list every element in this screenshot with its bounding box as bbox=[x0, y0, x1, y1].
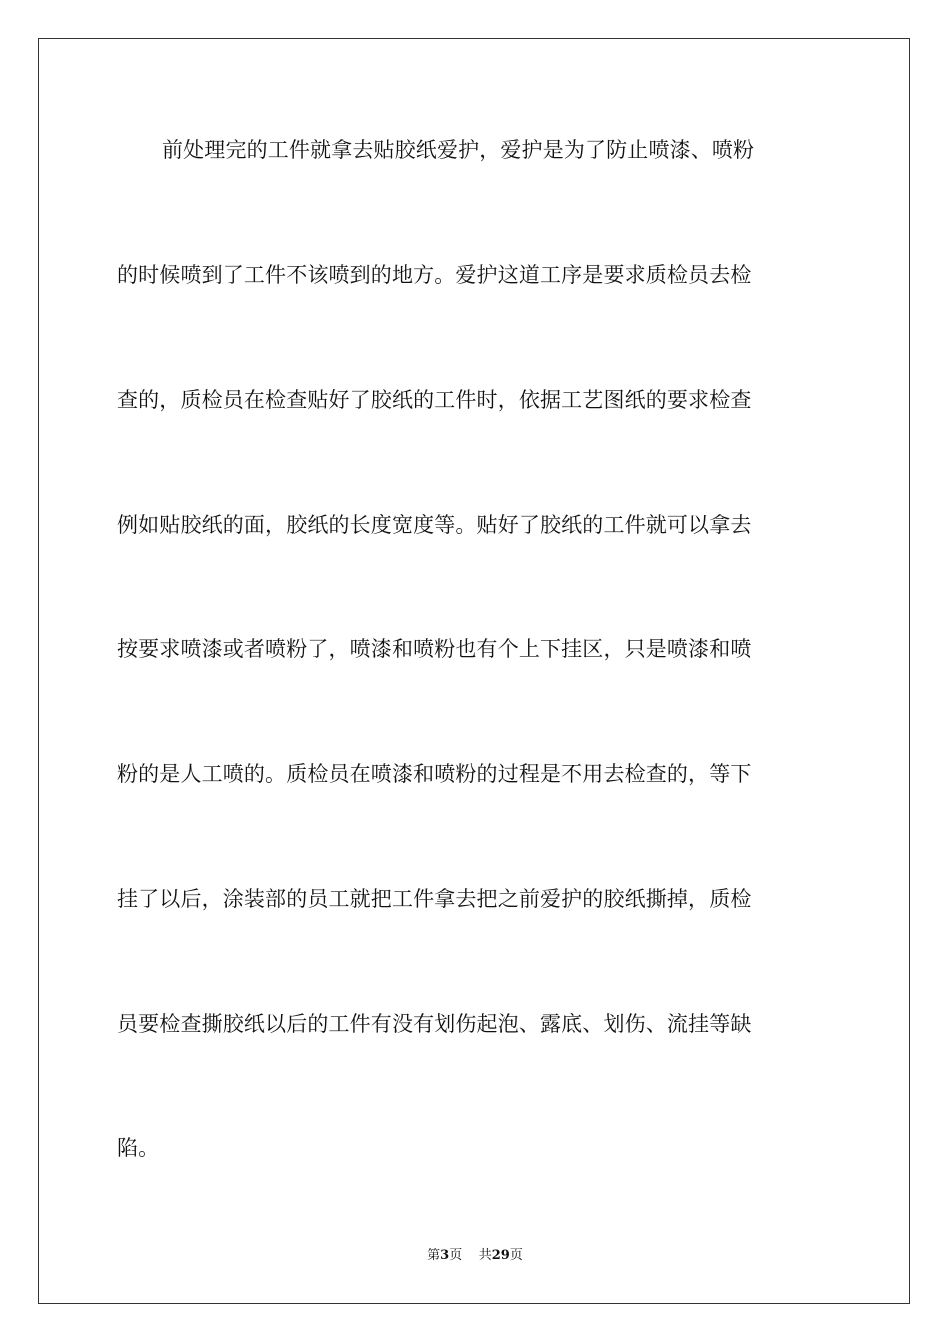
page-suffix: 页 bbox=[449, 1248, 463, 1263]
total-prefix: 共 bbox=[478, 1248, 492, 1263]
paragraph-line: 的时候喷到了工件不该喷到的地方。爱护这道工序是要求质检员去检 bbox=[117, 263, 752, 287]
paragraph-line: 查的，质检员在检查贴好了胶纸的工件时，依据工艺图纸的要求检查 bbox=[117, 388, 752, 412]
page-border bbox=[38, 38, 910, 1304]
paragraph-line: 粉的是人工喷的。质检员在喷漆和喷粉的过程是不用去检查的，等下 bbox=[117, 762, 752, 786]
page-footer bbox=[0, 1247, 950, 1265]
paragraph-line: 陷。 bbox=[117, 1136, 160, 1160]
paragraph-line: 员要检查撕胶纸以后的工件有没有划伤起泡、露底、划伤、流挂等缺 bbox=[117, 1012, 752, 1036]
page-number: 3 bbox=[440, 1248, 450, 1263]
paragraph-line: 例如贴胶纸的面，胶纸的长度宽度等。贴好了胶纸的工件就可以拿去 bbox=[117, 513, 752, 537]
paragraph-line: 前处理完的工件就拿去贴胶纸爱护，爱护是为了防止喷漆、喷粉 bbox=[162, 138, 755, 162]
total-pages: 29 bbox=[491, 1248, 510, 1263]
total-suffix: 页 bbox=[509, 1248, 523, 1263]
paragraph-line: 按要求喷漆或者喷粉了，喷漆和喷粉也有个上下挂区，只是喷漆和喷 bbox=[117, 637, 752, 661]
page-prefix: 第 bbox=[427, 1248, 441, 1263]
paragraph-line: 挂了以后，涂装部的员工就把工件拿去把之前爱护的胶纸撕掉，质检 bbox=[117, 887, 752, 911]
